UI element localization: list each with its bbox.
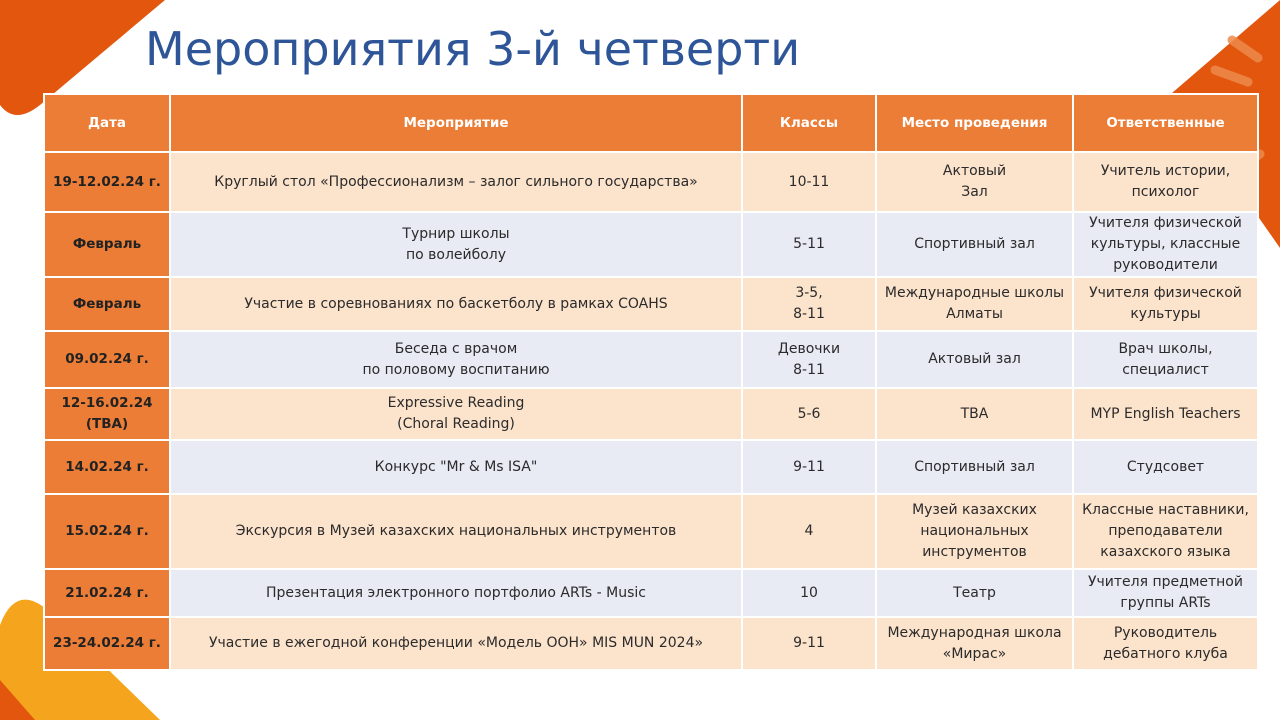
table-row bbox=[44, 617, 1258, 670]
header-date: Дата bbox=[44, 94, 170, 152]
date-cell: 19-12.02.24 г. bbox=[44, 152, 170, 212]
table-row bbox=[44, 569, 1258, 617]
date-cell: 15.02.24 г. bbox=[44, 494, 170, 569]
event-cell: Участие в соревнованиях по баскетболу в рамках COAHS bbox=[170, 277, 742, 331]
venue-cell: Актовый зал bbox=[876, 331, 1073, 388]
date-cell: Февраль bbox=[44, 212, 170, 277]
classes-cell: 10 bbox=[742, 569, 876, 617]
classes-cell: 9-11 bbox=[742, 440, 876, 494]
date-cell: 21.02.24 г. bbox=[44, 569, 170, 617]
classes-cell: 5-6 bbox=[742, 388, 876, 440]
header-responsible: Ответственные bbox=[1073, 94, 1258, 152]
responsible-cell: MYP English Teachers bbox=[1073, 388, 1258, 440]
event-cell: Беседа с врачом по половому воспитанию bbox=[170, 331, 742, 388]
venue-cell: Международная школа «Мирас» bbox=[876, 617, 1073, 670]
classes-cell: 5-11 bbox=[742, 212, 876, 277]
classes-cell: 3-5, 8-11 bbox=[742, 277, 876, 331]
responsible-cell: Учителя физической культуры, классные руководители bbox=[1073, 212, 1258, 277]
table-row bbox=[44, 494, 1258, 569]
classes-cell: 9-11 bbox=[742, 617, 876, 670]
venue-cell: Актовый Зал bbox=[876, 152, 1073, 212]
responsible-cell: Врач школы, специалист bbox=[1073, 331, 1258, 388]
venue-cell: Спортивный зал bbox=[876, 212, 1073, 277]
table-row bbox=[44, 440, 1258, 494]
responsible-cell: Учителя физической культуры bbox=[1073, 277, 1258, 331]
header-event: Мероприятие bbox=[170, 94, 742, 152]
classes-cell: Девочки 8-11 bbox=[742, 331, 876, 388]
event-cell: Турнир школы по волейболу bbox=[170, 212, 742, 277]
responsible-cell: Классные наставники, преподаватели казахского языка bbox=[1073, 494, 1258, 569]
date-cell: 14.02.24 г. bbox=[44, 440, 170, 494]
venue-cell: Международные школы Алматы bbox=[876, 277, 1073, 331]
event-cell: Круглый стол «Профессионализм – залог сильного государства» bbox=[170, 152, 742, 212]
event-cell: Презентация электронного портфолио ARTs - Music bbox=[170, 569, 742, 617]
event-cell: Expressive Reading (Choral Reading) bbox=[170, 388, 742, 440]
header-venue: Место проведения bbox=[876, 94, 1073, 152]
responsible-cell: Студсовет bbox=[1073, 440, 1258, 494]
venue-cell: TBA bbox=[876, 388, 1073, 440]
date-cell: Февраль bbox=[44, 277, 170, 331]
event-cell: Конкурс "Mr & Ms ISA" bbox=[170, 440, 742, 494]
table-header-row bbox=[44, 94, 1258, 152]
responsible-cell: Учителя предметной группы ARTs bbox=[1073, 569, 1258, 617]
event-cell: Участие в ежегодной конференции «Модель ООН» MIS MUN 2024» bbox=[170, 617, 742, 670]
venue-cell: Спортивный зал bbox=[876, 440, 1073, 494]
table-row bbox=[44, 212, 1258, 277]
date-cell: 23-24.02.24 г. bbox=[44, 617, 170, 670]
slide-title: Мероприятия 3-й четверти bbox=[145, 22, 801, 76]
date-cell: 09.02.24 г. bbox=[44, 331, 170, 388]
classes-cell: 4 bbox=[742, 494, 876, 569]
classes-cell: 10-11 bbox=[742, 152, 876, 212]
venue-cell: Театр bbox=[876, 569, 1073, 617]
table-row bbox=[44, 331, 1258, 388]
table-row bbox=[44, 277, 1258, 331]
table-row bbox=[44, 388, 1258, 440]
venue-cell: Музей казахских национальных инструментов bbox=[876, 494, 1073, 569]
responsible-cell: Руководитель дебатного клуба bbox=[1073, 617, 1258, 670]
table-row bbox=[44, 152, 1258, 212]
responsible-cell: Учитель истории, психолог bbox=[1073, 152, 1258, 212]
date-cell: 12-16.02.24 (TBA) bbox=[44, 388, 170, 440]
header-classes: Классы bbox=[742, 94, 876, 152]
events-table bbox=[43, 93, 1259, 671]
event-cell: Экскурсия в Музей казахских национальных инструментов bbox=[170, 494, 742, 569]
